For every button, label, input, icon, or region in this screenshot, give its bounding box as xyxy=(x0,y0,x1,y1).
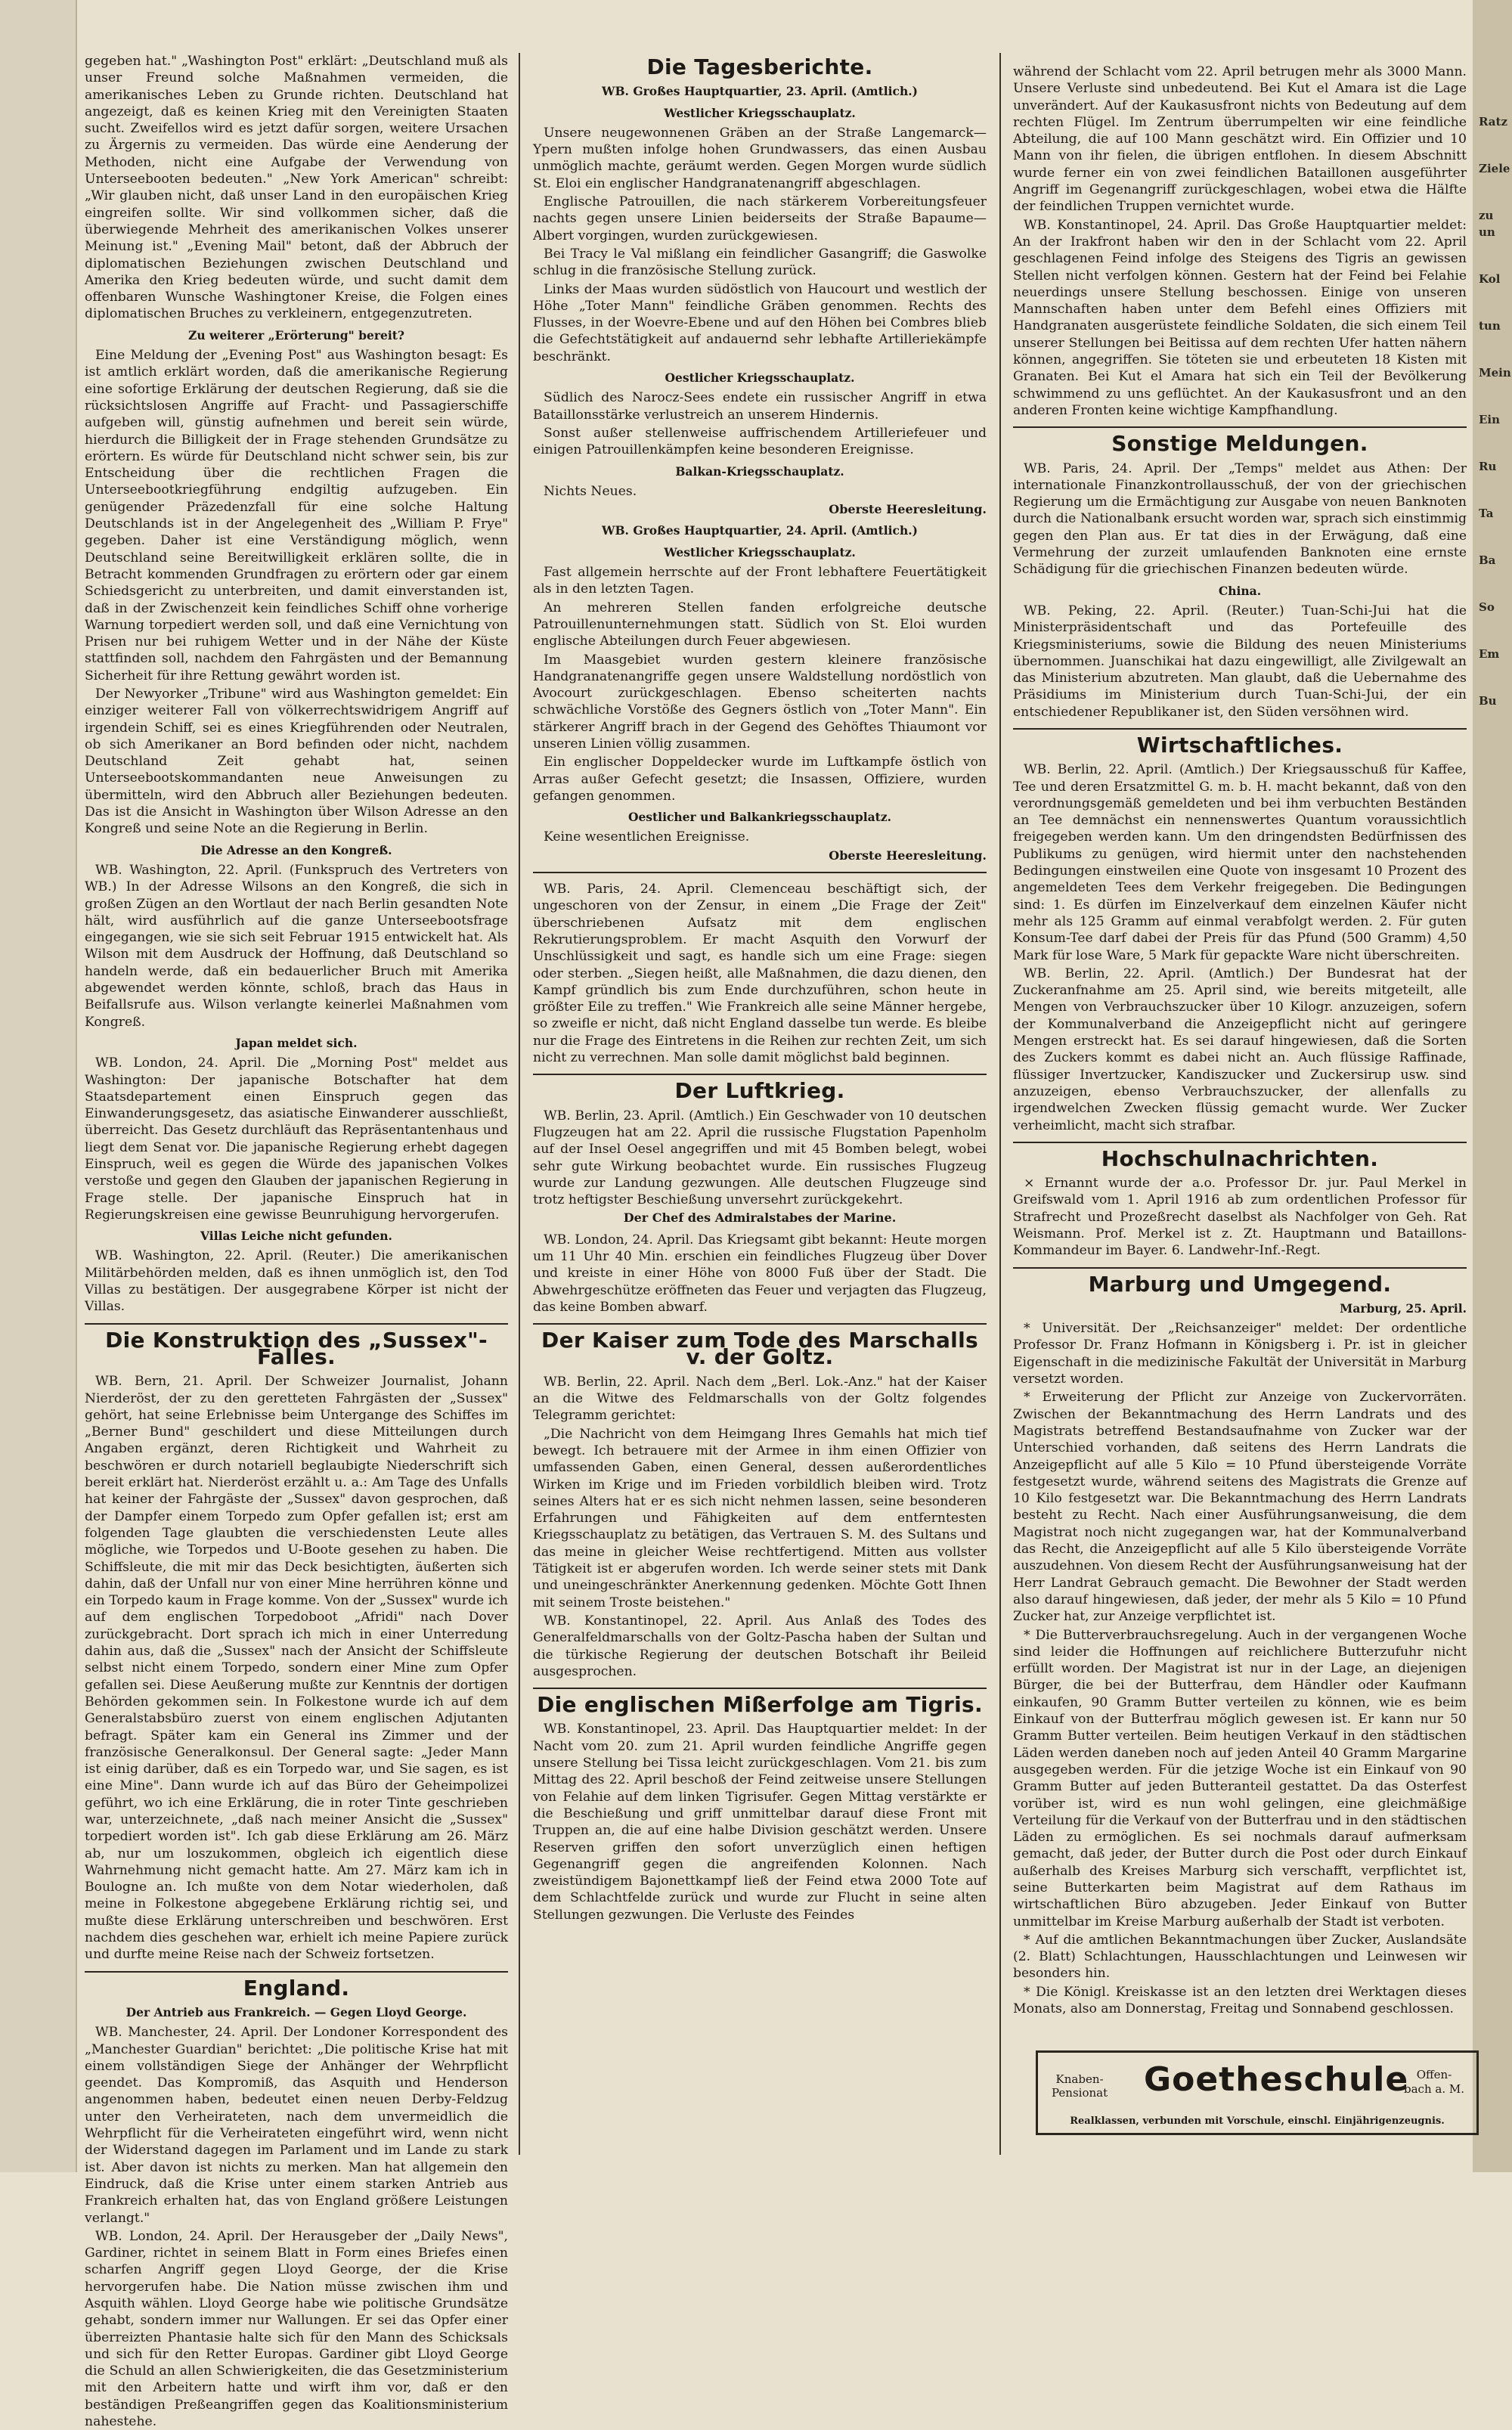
edge-fragment: Ziele xyxy=(1479,162,1510,175)
article-paragraph: WB. London, 24. April. Das Kriegsamt gibt bekannt: Heute morgen um 11 Uhr 40 Min. erschien ein feindliches Flugzeug über Dover und kreiste in einer Höhe von 8000 Fuß über der Stadt. Die Abwehrgeschütze eröffneten das Feuer und verjagten das Flugzeug, das keine Bomben abwarf. xyxy=(533,1232,987,1315)
article-paragraph: WB. Konstantinopel, 24. April. Das Große Hauptquartier meldet: An der Irakfront haben wir den in der Schlacht vom 22. April geschlagenen Feind infolge des Steigens des Tigris an gewissen Stellen nicht verfolgen können. Gestern hat der Feind bei Felahie neuerdings unsere Stellung beschossen. Einige von unseren Mannschaften haben unter dem Befehl eines Offiziers mit Handgranaten ausgerüstete feindliche Soldaten, die sich einem Teil unserer Stellungen bei Beitissa auf dem rechten Ufer hatten nähern können, angegriffen. Sie töteten sie und erbeuteten 18 Kisten mit Granaten. Bei Kut el Amara hat sich ein Teil der Bevölkerung schwimmend zu uns geflüchtet. An der Kaukasusfront und an den anderen Fronten keine wichtige Kampfhandlung. xyxy=(1013,217,1467,418)
edge-fragment: zu un xyxy=(1479,209,1495,239)
divider xyxy=(1013,1267,1467,1269)
edge-fragment: Bu xyxy=(1479,694,1497,708)
ad-label: Offen- xyxy=(1416,2068,1452,2081)
article-paragraph: Im Maasgebiet wurden gestern kleinere französische Handgranatenangriffe gegen unsere Waldstellung nordöstlich von Avocourt zurückgeschlagen. Ebenso scheiterten nachts schwächliche Vorstöße des Gegners östlich von „Toter Mann". Ein stärkerer Angriff brach in der Gegend des Gehöftes Thiaumont vor unseren Linien völlig zusammen. xyxy=(533,652,987,752)
article-paragraph: WB. Bern, 21. April. Der Schweizer Journalist, Johann Nierderöst, der zu den geretteten Fahrgästen der „Sussex" gehört, hat seine Erlebnisse beim Untergange des Schiffes im „Berner Bund" geschildert und diese Mitteilungen durch Angaben ergänzt, deren Richtigkeit und Wahrheit zu beschwören er durch notariell beglaubigte Niederschrift sich bereit erklärt hat. Nierderöst erzählt u. a.: Am Tage des Unfalls hat keiner der Fahrgäste der „Sussex" davon gesprochen, daß der Dampfer einem Torpedo zum Opfer gefallen ist; erst am folgenden Tage glaubten die verschiedensten Leute alles mögliche, wie Torpedos und U-Boote gesehen zu haben. Die Schiffsleute, die mit mir das Deck besichtigten, äußerten sich dahin, daß der Unfall nur von einer Mine herrühren könne und ein Torpedo kaum in Frage komme. Von der „Sussex" wurde ich auf dem englischen Torpedoboot „Afridi" nach Dover zurückgebracht. Dort sprach ich mich in einer Unterredung dahin aus, daß die „Sussex" nach der Ansicht der Schiffsleute selbst nicht einem Torpedo, sondern einer Mine zum Opfer gefallen sei. Diese Aeußerung mußte zur Kenntnis der dortigen Behörden gekommen sein. In Folkestone wurde ich auf dem Generalstabsbüro zuerst von einem englischen Adjutanten befragt. Später kam ein General ins Zimmer und der französische Generalkonsul. Der General sagte: „Jeder Mann ist einig darüber, daß es ein Torpedo war, und Sie sagen, es ist eine Mine". Dann wurde ich auf das Büro der Geheimpolizei geführt, wo ich eine Erklärung, die in roter Tinte geschrieben war, unterzeichnete, „daß nach meiner Ansicht die „Sussex" torpediert worden ist". Ich gab diese Erklärung am 26. März ab, nur um loszukommen, obgleich ich eigentlich diese Wahrnehmung nicht gemacht hatte. Am 27. März kam ich in Boulogne an. Ich mußte von dem Notar wiederholen, daß meine in Folkestone abgegebene Erklärung richtig sei, und mußte diese Erklärung unterschreiben und beschwören. Erst nachdem dies geschehen war, erhielt ich meine Papiere zurück und durfte meine Reise nach der Schweiz fortsetzen. xyxy=(85,1374,508,1963)
headline: England. xyxy=(243,1975,350,2001)
subheading: Zu weiterer „Erörterung" bereit? xyxy=(188,327,404,342)
subheading: Die Adresse an den Kongreß. xyxy=(200,842,392,857)
column-rule xyxy=(999,53,1001,2155)
subheading: Oestlicher und Balkankriegsschauplatz. xyxy=(627,810,892,825)
article-paragraph: „Die Nachricht von dem Heimgang Ihres Gemahls hat mich tief bewegt. Ich betrauere mit der Armee in ihm einen Offizier von umfassenden Gaben, einen General, dessen außerordentliches Wirken im Krige und im Frieden vorbildlich bleiben wird. Trotz seines Alters hat er es sich nicht nehmen lassen, seine besonderen Erfahrungen und Fähigkeiten auf dem entferntesten Kriegsschauplatz zu betätigen, das Vertrauen S. M. des Sultans und das meine in gleicher Weise rechtfertigend. Mitten aus vollster Tätigkeit ist er abgerufen worden. Ich werde seiner stets mit Dank und uneingeschränkter Anerkennung gedenken. Möchte Gott Ihnen mit seinem Troste beistehen." xyxy=(533,1426,987,1610)
ad-label: bach a. M. xyxy=(1404,2082,1464,2096)
ad-footer: Realklassen, verbunden mit Vorschule, einschl. Einjährigenzeugnis. xyxy=(1070,2115,1445,2127)
column-2 xyxy=(533,53,987,2155)
edge-fragment: Em xyxy=(1479,647,1500,661)
headline: Hochschulnachrichten. xyxy=(1101,1145,1379,1171)
subheading: Balkan-Kriegsschauplatz. xyxy=(675,463,844,479)
article-paragraph: An mehreren Stellen fanden erfolgreiche deutsche Patrouillenunternehmungen statt. Südlich von St. Eloi wurden englische Abteilungen durch Feuer abgewiesen. xyxy=(533,600,987,649)
article-paragraph: WB. London, 24. April. Der Herausgeber der „Daily News", Gardiner, richtet in seinem Blatt in Form eines Briefes einen scharfen Angriff gegen Lloyd George, der die Krise hervorgerufen habe. Die Nation müsse zwischen ihm und Asquith wählen. Lloyd George habe wie politische Grundsätze gehabt, sondern immer nur Wallungen. Er sei das Opfer einer überreizten Phantasie halte sich für den Mann des Schicksals und sich für den Retter Europas. Gardiner gibt Lloyd George die Schuld an allen Schwierigkeiten, die das Gesetzministerium mit den Arbeitern hatte und wirft ihm vor, daß er den beständigen Preßeangriffen gegen das Koalitionsministerium nahestehe. xyxy=(85,2228,508,2430)
article-paragraph: WB. Paris, 24. April. Clemenceau beschäftigt sich, der ungeschoren von der Zensur, in einem „Die Frage der Zeit" überschriebenen Aufsatz mit dem englischen Rekrutierungsproblem. Er macht Asquith den Vorwurf der Unschlüssigkeit und sagt, es handle sich um eine Frage: siegen oder sterben. „Siegen heißt, alle Maßnahmen, die dazu dienen, den Kampf gründlich bis zum Ende durchzuführen, schon heute in größter Eile zu treffen." Wie Frankreich alle seine Männer hergebe, so zweifle er nicht, daß nicht England dasselbe tun werde. Es bleibe nur die Frage des Eintretens in die Reihen zur rechten Zeit, um sich nicht zu verrechnen. Man solle damit möglichst bald beginnen. xyxy=(533,882,987,1066)
article-paragraph: Südlich des Narocz-Sees endete ein russischer Angriff in etwa Bataillonsstärke verlustreich an unserem Hindernis. xyxy=(533,390,987,423)
article-paragraph: * Auf die amtlichen Bekanntmachungen über Zucker, Auslandsäte (2. Blatt) Schlachtungen, Hausschlachtungen und Leinwesen wir besonders hin. xyxy=(1013,1932,1467,1982)
divider xyxy=(533,1688,987,1689)
column-1 xyxy=(85,53,508,2430)
article-paragraph: während der Schlacht vom 22. April betrugen mehr als 3000 Mann. Unsere Verluste sind unbedeutend. Bei Kut el Amara ist die Lage unverändert. Auf der Kaukasusfront nichts von Bedeutung auf dem rechten Flügel. Im Zentrum überrumpelten wir eine feindliche Abteilung, die auf 100 Mann geschätzt wird. Ein Offizier und 10 Mann von ihr fielen, die übrigen entflohen. In diesem Abschnitt wurde ferner ein von zwei feindlichen Bataillonen ausgeführter Angriff im Gegenangriff zurückgeschlagen, wobei etwa die Hälfte der feindlichen Truppen vernichtet wurde. xyxy=(1013,64,1467,215)
article-paragraph: Englische Patrouillen, die nach stärkerem Vorbereitungsfeuer nachts gegen unsere Linien beiderseits der Straße Bapaume—Albert vorgingen, wurden zurückgewiesen. xyxy=(533,194,987,243)
divider xyxy=(85,1971,508,1973)
article-paragraph: WB. Washington, 22. April. (Reuter.) Die amerikanischen Militärbehörden melden, daß es ihnen unmöglich ist, den Tod Villas zu bestätigen. Der ausgegrabene Körper ist nicht der Villas. xyxy=(85,1248,508,1315)
subheading: Villas Leiche nicht gefunden. xyxy=(200,1229,392,1244)
article-paragraph: * Universität. Der „Reichsanzeiger" meldet: Der ordentliche Professor Dr. Franz Hofmann in Königsberg i. Pr. ist in gleicher Eigenschaft in die medizinische Fakultät der Universität in Marburg versetzt worden. xyxy=(1013,1321,1467,1387)
article-paragraph: * Erweiterung der Pflicht zur Anzeige von Zuckervorräten. Zwischen der Bekanntmachung des Herrn Landrats und des Magistrats betreffend Bestandsaufnahme von Zucker war der Unterschied vorhanden, daß seitens des Herrn Landrats die Anzeigepflicht auf alle 5 Kilo = 10 Pfund übersteigende Vorräte festgesetzt wurde, während seitens des Magistrats die Grenze auf 10 Kilo festgesetzt war. Die Bekanntmachung des Herrn Landrats besteht zu Recht. Nach einer Ausführungsanweisung, die dem Magistrat noch nicht zugegangen war, hat der Kommunalverband das Recht, die Anzeigepflicht auf alle 5 Kilo übersteigende Vorräte auszudehnen. Von diesem Recht der Ausführungsanweisung hat der Herr Landrat Gebrauch gemacht. Die Bewohner der Stadt werden also darauf hingewiesen, daß jeder, der mehr als 5 Kilo = 10 Pfund Zucker hat, zur Anzeige verpflichtet ist. xyxy=(1013,1390,1467,1625)
article-paragraph: Bei Tracy le Val mißlang ein feindlicher Gasangriff; die Gaswolke schlug in die französische Stellung zurück. xyxy=(533,246,987,279)
subheading: Oestlicher Kriegsschauplatz. xyxy=(665,370,855,386)
column-rule xyxy=(519,53,520,2155)
article-paragraph: WB. London, 24. April. Die „Morning Post" meldet aus Washington: Der japanische Botschafter hat dem Staatsdepartement einen Einspruch gegen das Einwanderungsgesetz, das asiatische Einwanderer ausschließt, überreicht. Das Gesetz durchläuft das Repräsentantenhaus und liegt dem Senat vor. Die japanische Regierung erhebt dagegen Einspruch, weil es gegen die Würde des japanischen Volkes verstoße und gegen den Glauben der japanischen Regierung in Frage stelle. Der japanische Einspruch hat in Regierungskreisen eine gewisse Beunruhigung hervorgerufen. xyxy=(85,1055,508,1223)
signature: Der Chef des Admiralstabes der Marine. xyxy=(623,1210,897,1226)
article-paragraph: WB. Paris, 24. April. Der „Temps" meldet aus Athen: Der internationale Finanzkontrollausschuß, der von der griechischen Regierung um die Ermächtigung zur Ausgabe von neuen Banknoten durch die Nationalbank ersucht worden war, sprach sich einstimmig gegen den Plan aus. Er tat dies in der Erwägung, daß eine Vermehrung der zurzeit umlaufenden Banknoten eine ernste Schädigung für die griechischen Finanzen bedeuten würde. xyxy=(1013,460,1467,578)
signature: Oberste Heeresleitung. xyxy=(829,502,987,517)
article-paragraph: Der Newyorker „Tribune" wird aus Washington gemeldet: Ein einziger weiterer Fall von völkerrechtswidrigem Angriff auf irgendein Schiff, sei es eines Kriegführenden oder Neutralen, ob sich Amerikaner an Bord befinden oder nicht, nachdem Deutschland Zeit gehabt hat, seinen Unterseebootskommandanten neue Anweisungen zu übermitteln, wird den Abbruch aller Beziehungen bedeuten. Das ist die Ansicht in Washington über Wilson Adresse an den Kongreß und seine Note an die Regierung in Berlin. xyxy=(85,686,508,837)
signature: Oberste Heeresleitung. xyxy=(829,848,987,863)
dateline: Marburg, 25. April. xyxy=(1340,1300,1467,1316)
headline: Sonstige Meldungen. xyxy=(1111,431,1368,457)
article-paragraph: WB. Washington, 22. April. (Funkspruch des Vertreters von WB.) In der Adresse Wilsons an den Kongreß, die sich in großen Zügen an den Wortlaut der nach Berlin gesandten Note hält, wird ausführlich auf die ganze Unterseebootsfrage eingegangen, wie sie sich seit Februar 1915 entwickelt hat. Als Wilson mit dem Ausdruck der Hoffnung, daß Deutschland so handeln werde, daß ein bedauerlicher Bruch mit Amerika abgewendet werden könnte, schloß, brach das Haus in Beifallsrufe aus. Wilson verlangte keinerlei Maßnahmen vom Kongreß. xyxy=(85,862,508,1030)
left-page-margin xyxy=(0,0,77,2172)
dateline: WB. Großes Hauptquartier, 23. April. (Amtlich.) xyxy=(602,84,918,99)
article-paragraph: Keine wesentlichen Ereignisse. xyxy=(544,829,750,845)
article-paragraph: Ein englischer Doppeldecker wurde im Luftkampfe östlich von Arras außer Gefecht gesetzt; die Insassen, Offiziere, wurden gefangen genommen. xyxy=(533,755,987,804)
headline: Marburg und Umgegend. xyxy=(1088,1271,1392,1297)
edge-fragment: Ratz xyxy=(1479,115,1507,129)
article-paragraph: Eine Meldung der „Evening Post" aus Washington besagt: Es ist amtlich erklärt worden, daß die amerikanische Regierung eine sofortige Erklärung der deutschen Regierung, daß sie die rücksichtslosen Angriffe auf Fracht- und Passagierschiffe aufgeben will, günstig aufnehmen und bereit sein würde, hierdurch die Billigkeit der in Frage stehenden Grundsätze zu erörtern. Es würde für Deutschland nicht schwer sein, bis zur Entscheidung über die rechtlichen Fragen die Unterseebootkriegführung endgiltig aufzugeben. Ein genügender Präzedenzfall für eine solche Haltung Deutschlands ist in der Angelegenheit des „William P. Frye" gegeben. Daher ist eine Verständigung möglich, wenn Deutschland seine Bereitwilligkeit erklären sollte, die in Betracht kommenden Grundfragen zu erörtern oder gar einem Schiedsgericht zu unterbreiten, und damit einverstanden ist, daß in der Zwischenzeit kein feindliches Schiff ohne vorherige Warnung torpediert werden soll, und daß eine Vernichtung von Prisen nur bei ruhigem Wetter und in der Nähe der Küste stattfinden soll, nachdem den Fahrgästen und der Bemannung Sicherheit für ihre Rettung gewährt worden ist. xyxy=(85,348,508,683)
article-paragraph: × Ernannt wurde der a.o. Professor Dr. jur. Paul Merkel in Greifswald vom 1. April 1916 ab zum ordentlichen Professor für Strafrecht und Prozeßrecht daselbst als Nachfolger von Geh. Rat Weismann. Prof. Merkel ist z. Zt. Hauptmann und Bataillons-Kommandeur im Bayer. 6. Landwehr-Inf.-Regt. xyxy=(1013,1176,1467,1259)
edge-fragment: Kol xyxy=(1479,272,1501,286)
subheading: Westlicher Kriegsschauplatz. xyxy=(664,544,856,559)
edge-fragment: Ba xyxy=(1479,553,1496,567)
article-paragraph: Links der Maas wurden südöstlich von Haucourt und westlich der Höhe „Toter Mann" feindliche Gräben genommen. Rechts des Flusses, in der Woevre-Ebene und auf den Höhen bei Combres blieb die Gefechtstätigkeit auf andauernd sehr lebhafte Artilleriekämpfe beschränkt. xyxy=(533,281,987,364)
article-paragraph: Fast allgemein herrschte auf der Front lebhaftere Feuertätigkeit als in den letzten Tagen. xyxy=(533,565,987,597)
article-paragraph: WB. Berlin, 22. April. (Amtlich.) Der Bundesrat hat der Zuckeranfnahme am 25. April sind, wie bereits mitgeteilt, alle Mengen von Verbrauchszucker über 10 Kilogr. anzuzeigen, sofern der Kommunalverband die Anzeigepflicht nicht auf geringere Mengen erstreckt hat. Es sei darauf hingewiesen, daß die Sorten des Zuckers kommt es dabei nicht an. Auch flüssige Raffinade, flüssiger Invertzucker, Kandiszucker und Zuckersirup usw. sind anzuzeigen, ebenso Verbrauchszucker, der allenfalls zu irgendwelchen Zwecken flüssig gemacht wurde. Wer Zucker verheimlicht, macht sich strafbar. xyxy=(1013,965,1467,1133)
adjacent-page-edge xyxy=(1473,0,1512,2172)
edge-fragment: Ta xyxy=(1479,507,1494,520)
article-paragraph: Sonst außer stellenweise auffrischendem Artilleriefeuer und einigen Patrouillenkämpfen keine besonderen Ereignisse. xyxy=(533,425,987,458)
subheading: China. xyxy=(1218,583,1262,598)
headline: Die englischen Mißerfolge am Tigris. xyxy=(537,1692,983,1718)
headline: Wirtschaftliches. xyxy=(1136,732,1343,758)
article-paragraph: WB. Manchester, 24. April. Der Londoner Korrespondent des „Manchester Guardian" berichtet: „Die politische Krise hat mit einem vollständigen Siege der Anhänger der Wehrpflicht geendet. Das Kompromiß, das Asquith und Henderson angenommen haben, bedeutet einen neuen Derby-Feldzug unter den Verheirateten, nach dem unvermeidlich die Wehrpflicht für die Verheirateten eingeführt wird, wenn nicht der Widerstand dagegen im Parlament und im Lande zu stark ist. Aber davon ist nichts zu merken. Man hat allgemein den Eindruck, daß die Krise unter einem starken Antrieb aus Frankreich erhalten hat, das von England größere Leistungen verlangt." xyxy=(85,2025,508,2226)
divider xyxy=(533,872,987,873)
headline: Der Kaiser zum Tode des Marschalls v. der Goltz. xyxy=(541,1328,978,1370)
article-paragraph: Nichts Neues. xyxy=(544,483,637,499)
ad-left-text xyxy=(1052,2072,1108,2100)
article-paragraph: gegeben hat." „Washington Post" erklärt: „Deutschland muß als unser Freund solche Maßnahmen vermeiden, die amerikanisches Leben zu Grunde richten. Deutschland hat angezeigt, daß es keinen Krieg mit den Vereinigten Staaten sucht. Zweifellos wird es jetzt dafür sorgen, weitere Ursachen zu Ärgernis zu vermeiden. Das würde eine Aenderung der Methoden, nicht eine Aufgabe der Verwendung von Unterseebooten bedeuten." „New York American" schreibt: „Wir glauben nicht, daß unser Land in den europäischen Krieg eingreifen sollte. Wir sind vollkommen sicher, daß die überwiegende Mehrheit des amerikanischen Volkes unserer Meinung ist." „Evening Mail" betont, daß der Abbruch der diplomatischen Beziehungen zwischen Deutschland und Amerika den Krieg bedeuten würde, und sucht damit dem offenbaren Wunsche Washingtoner Kreise, die Folgen eines diplomatischen Bruches zu verkleinern, entgegenzutreten. xyxy=(85,54,508,322)
divider xyxy=(533,1323,987,1325)
subheading: Der Antrieb aus Frankreich. — Gegen Lloyd George. xyxy=(125,2004,467,2019)
ad-title: Goetheschule xyxy=(1144,2060,1409,2099)
edge-fragment: Ru xyxy=(1479,460,1497,473)
divider xyxy=(1013,426,1467,428)
dateline: WB. Großes Hauptquartier, 24. April. (Amtlich.) xyxy=(602,523,918,538)
ad-label: Knaben- xyxy=(1055,2072,1104,2086)
edge-fragment: tun xyxy=(1479,319,1501,333)
ad-label: Pensionat xyxy=(1052,2086,1108,2100)
article-paragraph: WB. Konstantinopel, 22. April. Aus Anlaß des Todes des Generalfeldmarschalls von der Goltz-Pascha haben der Sultan und die türkische Regierung der deutschen Botschaft ihr Beileid ausgesprochen. xyxy=(533,1613,987,1679)
ad-right-text xyxy=(1404,2068,1464,2097)
article-paragraph: WB. Berlin, 22. April. Nach dem „Berl. Lok.-Anz." hat der Kaiser an die Witwe des Feldmarschalls von der Goltz folgendes Telegramm gerichtet: xyxy=(533,1374,987,1424)
goetheschule-advertisement xyxy=(1036,2050,1479,2135)
headline: Die Tagesberichte. xyxy=(646,54,873,79)
article-paragraph: WB. Peking, 22. April. (Reuter.) Tuan-Schi-Jui hat die Ministerpräsidentschaft und das Portefeuille des Kriegsministeriums, sowie die Bildung des neuen Ministeriums übernommen. Juanschikai hat dazu eingewilligt, alle Zivilgewalt an das Ministerium abzutreten. Man glaubt, daß die Uebernahme des Präsidiums im Ministerium durch Tuan-Schi-Jui, der ein entschiedener Republikaner ist, den Süden versöhnen wird. xyxy=(1013,603,1467,720)
headline: Die Konstruktion des „Sussex"-Falles. xyxy=(105,1327,488,1369)
article-paragraph: WB. Berlin, 22. April. (Amtlich.) Der Kriegsausschuß für Kaffee, Tee und deren Ersatzmittel G. m. b. H. macht bekannt, daß von den verordnungsgemäß gemeldeten und bei ihm verbuchten Beständen an Tee demnächst ein nennenswertes Quantum voraussichtlich freigegeben werden kann. Um den dringendsten Bedürfnissen des Publikums zu genügen, wird hiermit unter den nachstehenden Bedingungen einstweilen eine Quote von insgesamt 10 Prozent des angemeldeten Tees dem Verkehr freigegeben. Die Bedingungen sind: 1. Es dürfen im Einzelverkauf dem einzelnen Käufer nicht mehr als 125 Gramm auf einmal verabfolgt werden. 2. Für guten Konsum-Tee darf dabei der Preis für das Pfund (500 Gramm) 4,50 Mark für lose Ware, 5 Mark für gepackte Ware nicht überschreiten. xyxy=(1013,762,1467,963)
article-paragraph: WB. Konstantinopel, 23. April. Das Hauptquartier meldet: In der Nacht vom 20. zum 21. April wurden feindliche Angriffe gegen unsere Stellung bei Tissa leicht zurückgeschlagen. Vom 21. bis zum Mittag des 22. April beschoß der Feind zeitweise unsere Stellungen von Felahie auf dem linken Tigrisufer. Gegen Mittag verstärkte er die Beschießung und griff unmittelbar darauf diese Front mit Truppen an, die auf eine halbe Division geschätzt werden. Unsere Reserven griffen den sofort unverzüglich einen heftigen Gegenangriff gegen die angreifenden Kolonnen. Nach zweistündigem Bajonettkampf ließ der Feind etwa 2000 Tote auf dem Schlachtfelde zurück und wurde zur Flucht in seine alten Stellungen gezwungen. Die Verluste des Feindes xyxy=(533,1722,987,1923)
article-paragraph: * Die Butterverbrauchsregelung. Auch in der vergangenen Woche sind leider die Hoffnungen auf reichlichere Butterzufuhr nicht erfüllt worden. Der Magistrat ist nur in der Lage, an diejenigen Bürger, die bei der Butterfrau, dem Händler oder Kaufmann einkaufen, 90 Gramm Butter verteilen zu können, wie es beim Einkauf von der Butterfrau möglich gewesen ist. Er kann nur 50 Gramm Butter verteilen. Beim heutigen Verkauf in den städtischen Läden werden daneben noch auf jeden Anteil 40 Gramm Margarine ausgegeben werden. Für die jetzige Woche ist ein Einkauf von 90 Gramm Butter auf jeden Butteranteil gestattet. Da das Osterfest vorüber ist, wird es nun wohl gelingen, eine gleichmäßige Verteilung für die Verkauf von der Butterfrau und in den städtischen Läden zu ermöglichen. Es sei nochmals darauf aufmerksam gemacht, daß jeder, der Butter durch die Post oder durch Einkauf außerhalb des Kreises Marburg sich verschafft, verpflichtet ist, seine Butterkarten beim Magistrat auf dem Rathaus im wirtschaftlichen Büro abzugeben. Jeder Einkauf von Butter unmittelbar im Kreise Marburg außerhalb der Stadt ist verboten. xyxy=(1013,1627,1467,1929)
edge-fragment: Mein xyxy=(1479,366,1511,380)
subheading: Japan meldet sich. xyxy=(235,1035,358,1050)
divider xyxy=(85,1323,508,1325)
divider xyxy=(1013,1142,1467,1143)
edge-fragment: Ein xyxy=(1479,413,1501,426)
divider xyxy=(533,1074,987,1075)
column-3 xyxy=(1013,64,1467,2165)
subheading: Westlicher Kriegsschauplatz. xyxy=(664,105,856,120)
divider xyxy=(1013,728,1467,730)
headline: Der Luftkrieg. xyxy=(674,1078,845,1104)
edge-fragment: So xyxy=(1479,600,1495,614)
article-paragraph: WB. Berlin, 23. April. (Amtlich.) Ein Geschwader von 10 deutschen Flugzeugen hat am 22. April die russische Flugstation Papenholm auf der Insel Oesel angegriffen und mit 45 Bomben belegt, wobei sehr gute Wirkung beobachtet wurde. Ein russisches Flugzeug wurde zur Landung gezwungen. Alle deutschen Flugzeuge sind trotz heftigster Beschießung unversehrt zurückgekehrt. xyxy=(533,1108,987,1208)
article-paragraph: Unsere neugewonnenen Gräben an der Straße Langemarck—Ypern mußten infolge hohen Grundwassers, das einen Ausbau unmöglich machte, geräumt werden. Gegen Morgen wurde südlich St. Eloi ein englischer Handgranatenangriff abgeschlagen. xyxy=(533,125,987,191)
article-paragraph: * Die Königl. Kreiskasse ist an den letzten drei Werktagen dieses Monats, also am Donnerstag, Freitag und Sonnabend geschlossen. xyxy=(1013,1984,1467,2017)
